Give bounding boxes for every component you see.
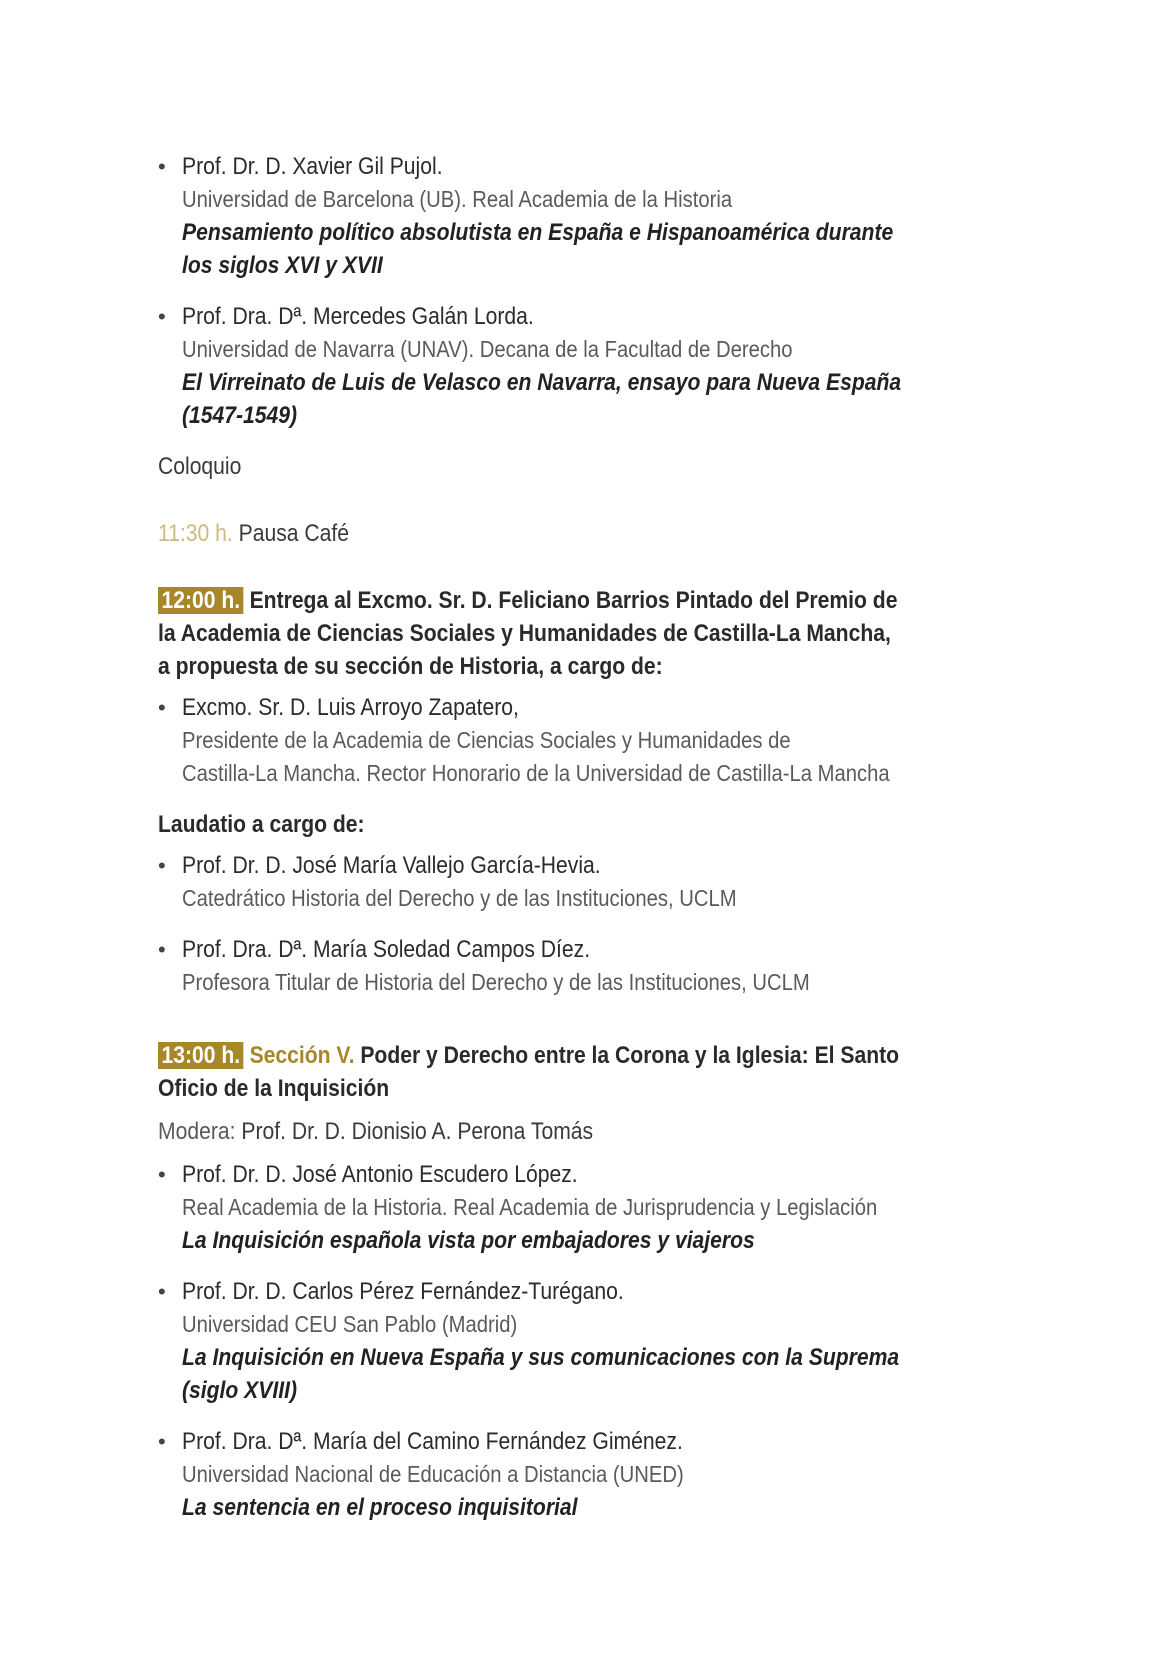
bullet-icon: •: [158, 154, 166, 179]
presenter-entry: [158, 691, 1018, 790]
speaker-name: Excmo. Sr. D. Luis Arroyo Zapatero,: [182, 694, 519, 721]
talk-title: La sentencia en el proceso inquisitorial: [182, 1494, 578, 1521]
speaker-affiliation: Universidad de Navarra (UNAV). Decana de la Facultad de Derecho: [182, 336, 793, 362]
bullet-icon: •: [158, 937, 166, 962]
program-content: [158, 150, 1018, 1542]
bullet-icon: •: [158, 853, 166, 878]
bullet-icon: •: [158, 1279, 166, 1304]
speaker-name: Prof. Dra. Dª. María Soledad Campos Díez.: [182, 936, 591, 963]
speaker-affiliation: Catedrático Historia del Derecho y de las Instituciones, UCLM: [182, 885, 737, 911]
laudatio-entry: [158, 849, 1018, 915]
pause-time: 11:30 h.: [158, 520, 233, 547]
award-title-line: Entrega al Excmo. Sr. D. Feliciano Barrios Pintado del Premio de: [249, 587, 898, 614]
speaker-name: Prof. Dra. Dª. Mercedes Galán Lorda.: [182, 303, 534, 330]
bullet-icon: •: [158, 1162, 166, 1187]
speaker-affiliation: Universidad Nacional de Educación a Distancia (UNED): [182, 1461, 684, 1487]
section-heading: [158, 1039, 1018, 1105]
speaker-affiliation: Castilla-La Mancha. Rector Honorario de la Universidad de Castilla-La Mancha: [182, 760, 890, 786]
pause-row: [158, 517, 915, 550]
speaker-affiliation: Universidad CEU San Pablo (Madrid): [182, 1311, 518, 1337]
award-time-badge: 12:00 h.: [158, 587, 244, 614]
pause-label: Pausa Café: [238, 520, 350, 547]
talk-title: La Inquisición española vista por embajadores y viajeros: [182, 1227, 755, 1254]
speaker-affiliation: Universidad de Barcelona (UB). Real Academia de la Historia: [182, 186, 733, 212]
talk-title: los siglos XVI y XVII: [182, 252, 383, 279]
talk-title: El Virreinato de Luis de Velasco en Navarra, ensayo para Nueva España: [182, 369, 902, 396]
award-heading: [158, 584, 1018, 683]
laudatio-label: Laudatio a cargo de:: [158, 811, 365, 838]
speaker-affiliation: Profesora Titular de Historia del Derecho y de las Instituciones, UCLM: [182, 969, 810, 995]
talk-title: La Inquisición en Nueva España y sus comunicaciones con la Suprema: [182, 1344, 900, 1371]
bullet-icon: •: [158, 695, 166, 720]
speaker-entry: [158, 1158, 1018, 1257]
moderator-row: [158, 1115, 915, 1148]
speaker-name: Prof. Dr. D. Xavier Gil Pujol.: [182, 153, 443, 180]
speaker-entry: [158, 1275, 1018, 1407]
section-time-badge: 13:00 h.: [158, 1042, 244, 1069]
bullet-icon: •: [158, 1429, 166, 1454]
bullet-icon: •: [158, 304, 166, 329]
speaker-name: Prof. Dr. D. José María Vallejo García-Hevia.: [182, 852, 601, 879]
moderator-name: Prof. Dr. D. Dionisio A. Perona Tomás: [241, 1118, 594, 1145]
section-label: Sección V.: [249, 1042, 355, 1069]
speaker-entry: [158, 300, 1018, 432]
coloquio-label: Coloquio: [158, 453, 242, 480]
speaker-name: Prof. Dra. Dª. María del Camino Fernández Giménez.: [182, 1428, 683, 1455]
award-title-line: a propuesta de su sección de Historia, a cargo de:: [158, 653, 663, 680]
speaker-name: Prof. Dr. D. José Antonio Escudero López.: [182, 1161, 578, 1188]
talk-title: Pensamiento político absolutista en España e Hispanoamérica durante: [182, 219, 894, 246]
talk-title: (siglo XVIII): [182, 1377, 298, 1404]
section-title-line: Oficio de la Inquisición: [158, 1075, 390, 1102]
award-title-line: la Academia de Ciencias Sociales y Humanidades de Castilla-La Mancha,: [158, 620, 891, 647]
speaker-entry: [158, 150, 1018, 282]
talk-title: (1547-1549): [182, 402, 298, 429]
laudatio-entry: [158, 933, 1018, 999]
speaker-affiliation: Real Academia de la Historia. Real Academia de Jurisprudencia y Legislación: [182, 1194, 878, 1220]
speaker-entry: [158, 1425, 1018, 1524]
moderator-label: Modera:: [158, 1118, 236, 1145]
speaker-affiliation: Presidente de la Academia de Ciencias Sociales y Humanidades de: [182, 727, 791, 753]
section-title-line: Poder y Derecho entre la Corona y la Iglesia: El Santo: [360, 1042, 900, 1069]
speaker-name: Prof. Dr. D. Carlos Pérez Fernández-Turégano.: [182, 1278, 624, 1305]
